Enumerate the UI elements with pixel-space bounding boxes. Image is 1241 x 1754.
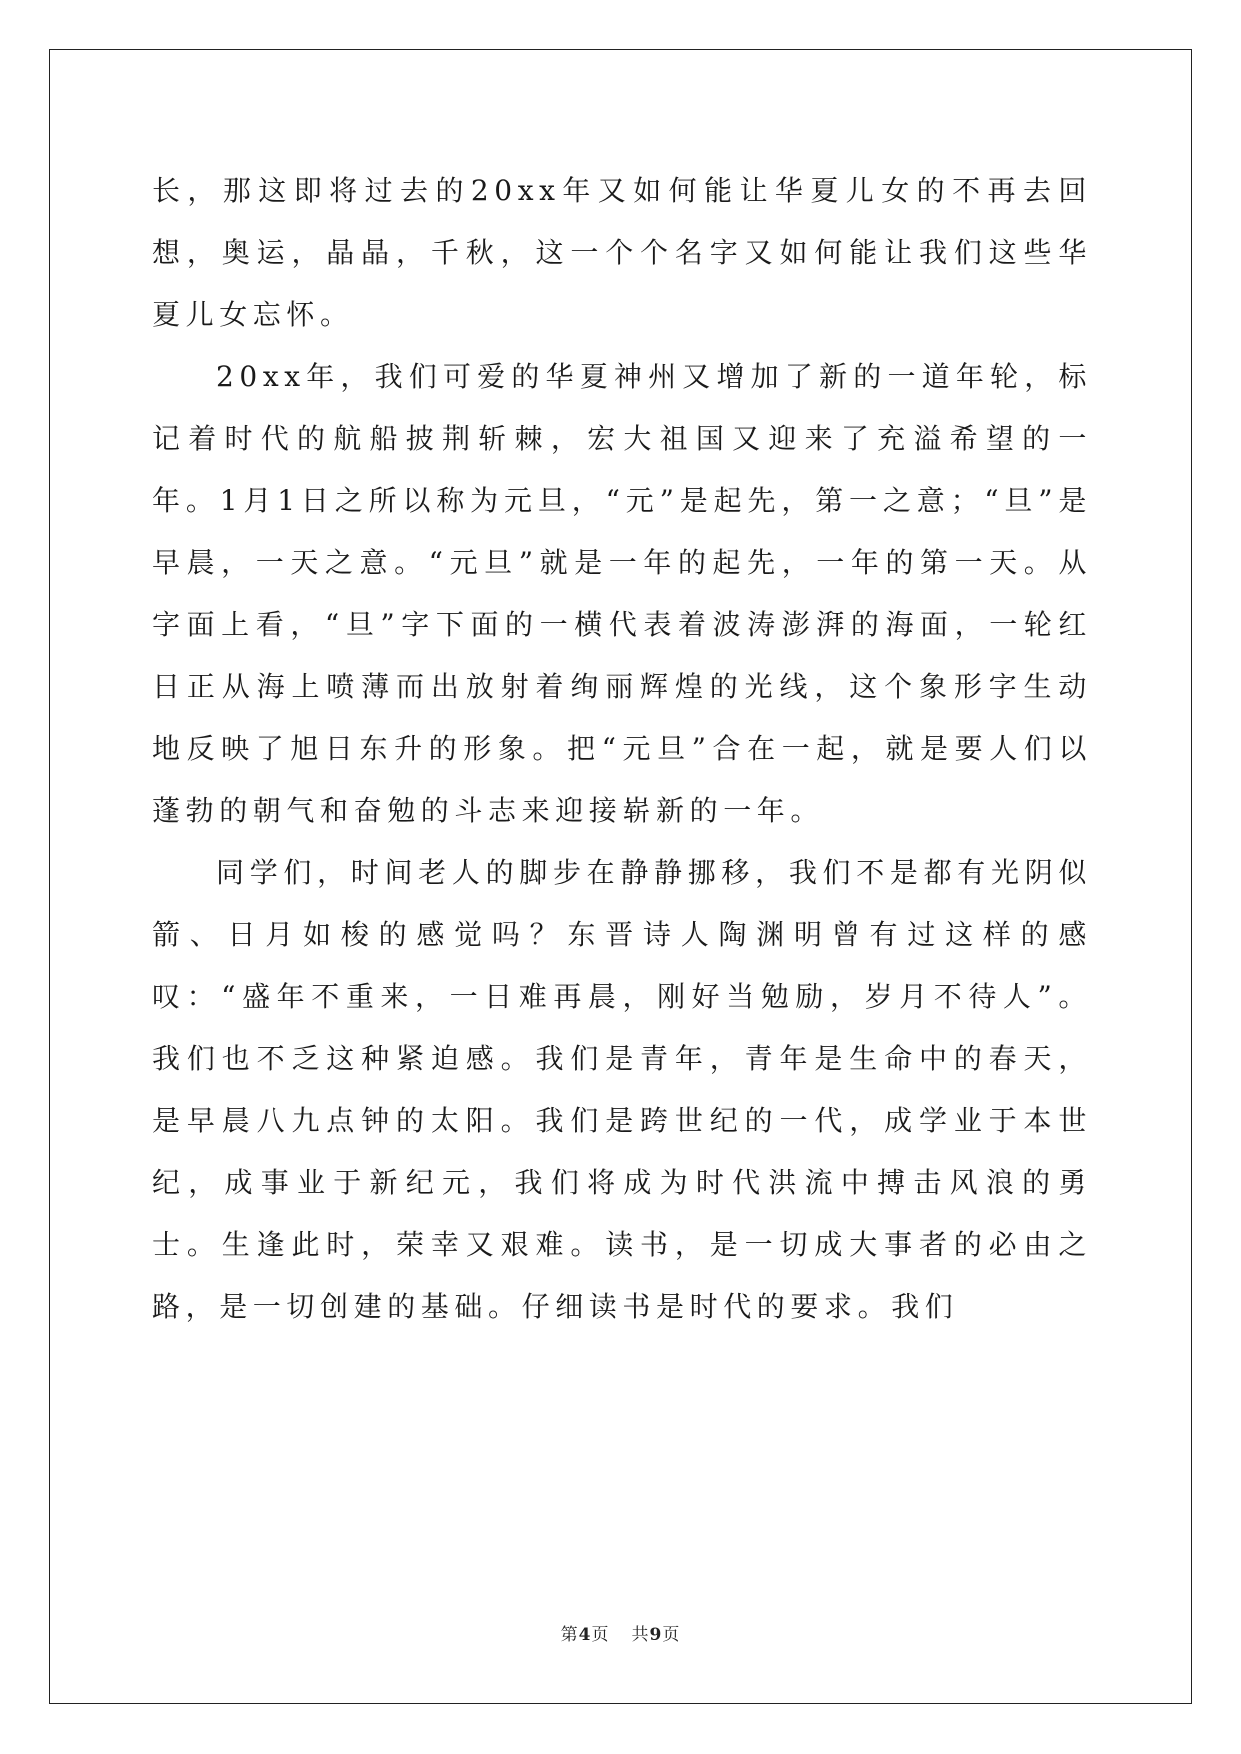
footer-total-pages: 9 <box>649 1625 663 1645</box>
footer-total-suffix: 页 <box>662 1625 681 1645</box>
paragraph-3: 同学们，时间老人的脚步在静静挪移，我们不是都有光阴似箭、日月如梭的感觉吗？东晋诗人陶渊明曾有过这样的感叹：“盛年不重来，一日难再晨，刚好当勉励，岁月不待人”。我们也不乏这种紧迫感。我们是青年，青年是生命中的春天，是早晨八九点钟的太阳。我们是跨世纪的一代，成学业于本世纪，成事业于新纪元，我们将成为时代洪流中搏击风浪的勇士。生逢此时，荣幸又艰难。读书，是一切成大事者的必由之路，是一切创建的基础。仔细读书是时代的要求。我们 <box>152 856 1092 1323</box>
footer-total-prefix: 共 <box>631 1625 650 1645</box>
footer-page-suffix: 页 <box>591 1625 610 1645</box>
footer-page-prefix: 第 <box>560 1625 579 1645</box>
footer-current-page: 4 <box>578 1625 592 1645</box>
document-body <box>152 160 1092 1338</box>
paragraph-2: 20xx年，我们可爱的华夏神州又增加了新的一道年轮，标记着时代的航船披荆斩棘，宏大祖国又迎来了充溢希望的一年。1月1日之所以称为元旦，“元”是起先，第一之意；“旦”是早晨，一天之意。“元旦”就是一年的起先，一年的第一天。从字面上看，“旦”字下面的一横代表着波涛澎湃的海面，一轮红日正从海上喷薄而出放射着绚丽辉煌的光线，这个象形字生动地反映了旭日东升的形象。把“元旦”合在一起，就是要人们以蓬勃的朝气和奋勉的斗志来迎接崭新的一年。 <box>152 360 1092 827</box>
paragraph-1: 长，那这即将过去的20xx年又如何能让华夏儿女的不再去回想，奥运，晶晶，千秋，这一个个名字又如何能让我们这些华夏儿女忘怀。 <box>152 174 1092 331</box>
page-footer <box>0 1620 1241 1645</box>
